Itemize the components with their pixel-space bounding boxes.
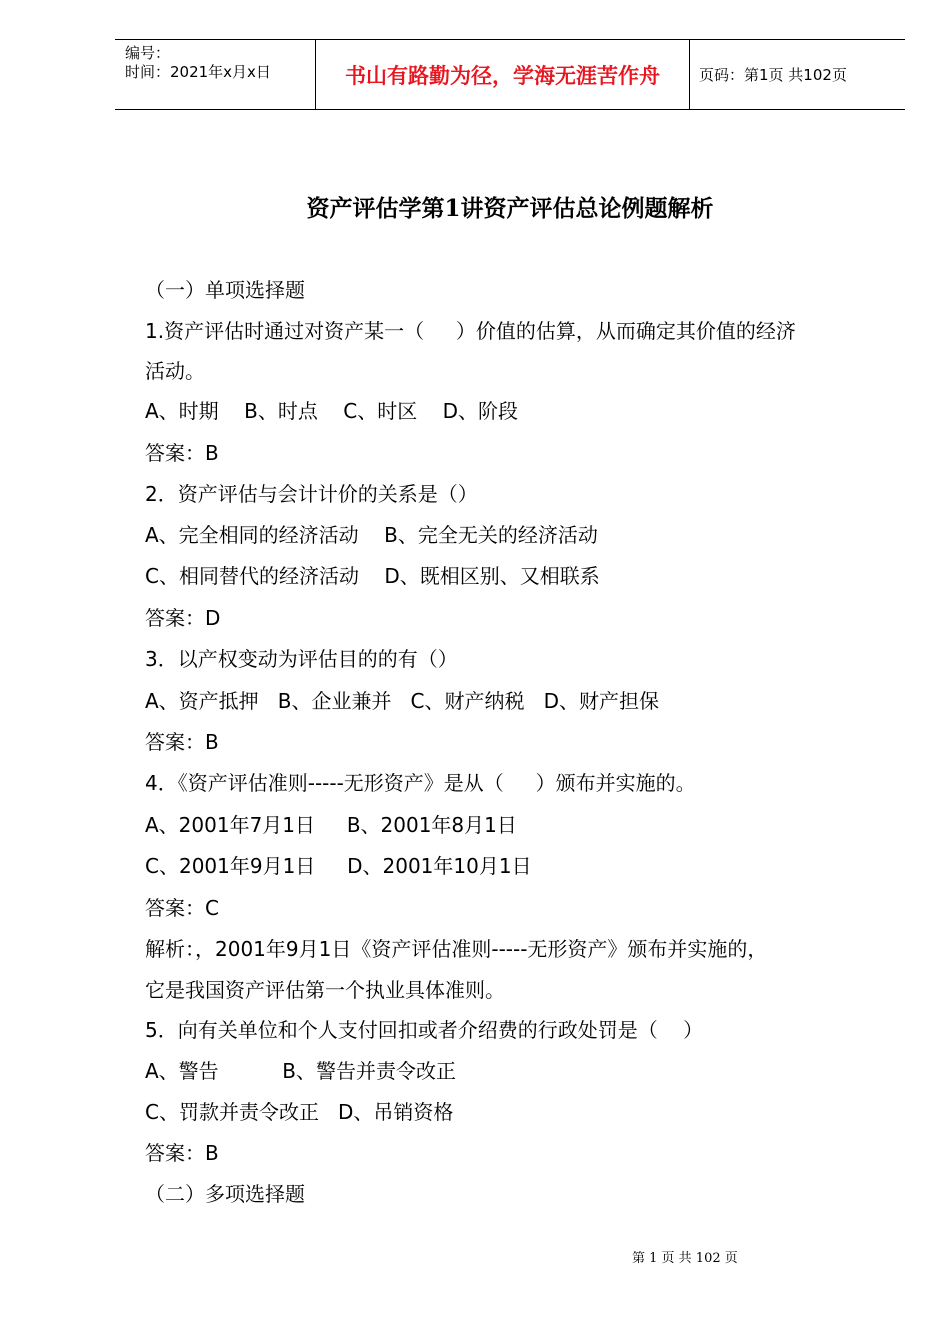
- document-title: 资产评估学第1讲资产评估总论例题解析: [306, 195, 714, 222]
- question-options: C、相同替代的经济活动 D、既相区别、又相联系: [145, 564, 600, 588]
- question-options: C、2001年9月1日 D、2001年10月1日: [145, 854, 532, 878]
- answer-line: 答案：B: [145, 730, 219, 754]
- question-options: C、罚款并责令改正 D、吊销资格: [145, 1100, 454, 1124]
- answer-line: 答案：D: [145, 606, 221, 630]
- section-heading: （二）多项选择题: [145, 1182, 305, 1206]
- document-time-label: 时间：2021年x月x日: [125, 63, 271, 81]
- question-options: A、完全相同的经济活动 B、完全无关的经济活动: [145, 523, 598, 547]
- answer-line: 答案：B: [145, 1141, 219, 1165]
- question-text: 4．《资产评估准则-----无形资产》是从（ ）颁布并实施的。: [145, 771, 696, 795]
- question-text: 5．向有关单位和个人支付回扣或者介绍费的行政处罚是（ ）: [145, 1018, 704, 1042]
- question-options: A、时期 B、时点 C、时区 D、阶段: [145, 399, 519, 423]
- question-options: A、警告 B、警告并责令改正: [145, 1059, 456, 1083]
- section-heading: （一）单项选择题: [145, 278, 305, 302]
- question-options: A、资产抵押 B、企业兼并 C、财产纳税 D、财产担保: [145, 689, 659, 713]
- document-number-label: 编号：: [125, 44, 171, 62]
- answer-line: 答案：B: [145, 441, 219, 465]
- question-options: A、2001年7月1日 B、2001年8月1日: [145, 813, 517, 837]
- header-motto: 书山有路勤为径，学海无涯苦作舟: [315, 40, 690, 109]
- question-text: 3．以产权变动为评估目的的有（）: [145, 647, 458, 671]
- explanation-text: 它是我国资产评估第一个执业具体准则。: [145, 978, 505, 1002]
- answer-line: 答案：C: [145, 896, 219, 920]
- question-text: 1.资产评估时通过对资产某一（ ）价值的估算，从而确定其价值的经济: [145, 319, 796, 343]
- page-header: [115, 39, 905, 110]
- question-text: 2．资产评估与会计计价的关系是（）: [145, 482, 478, 506]
- question-text: 活动。: [145, 359, 205, 383]
- page-footer: 第 1 页 共 102 页: [632, 1251, 738, 1266]
- header-meta: [115, 40, 315, 109]
- explanation-text: 解析：，2001年9月1日《资产评估准则-----无形资产》颁布并实施的，: [145, 937, 768, 961]
- header-page-info: 页码：第1页 共102页: [699, 66, 847, 84]
